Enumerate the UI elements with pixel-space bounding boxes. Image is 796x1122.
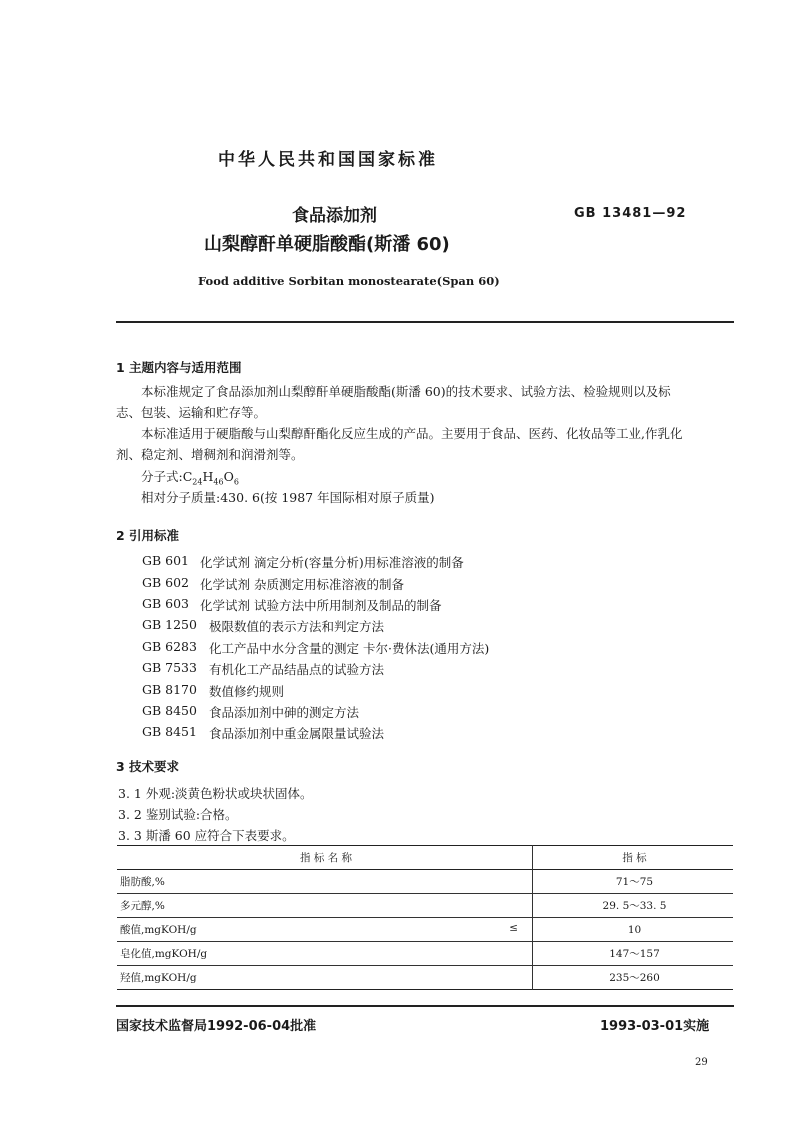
table-cell-name [117, 894, 533, 918]
section1-para2-line1: 本标准适用于硬脂酸与山梨醇酐酯化反应生成的产品。主要用于食品、医药、化妆品等工业,作乳化 [141, 426, 683, 441]
standard-title-line2: 山梨醇酐单硬脂酸酯(斯潘 60) [204, 234, 450, 255]
footer-divider [116, 1005, 734, 1007]
formula-h: H [202, 469, 214, 484]
ref-name: 食品添加剂中重金属限量试验法 [209, 726, 385, 741]
section2-heading: 2 引用标准 [116, 528, 180, 543]
formula-o: O [223, 469, 234, 484]
table-cell-name [117, 870, 533, 894]
requirement-item: 3. 1 外观:淡黄色粉状或块状固体。 [118, 786, 313, 801]
table-cell-value: 235～260 [609, 972, 660, 984]
approval-note: 国家技术监督局1992-06-04批准 [116, 1019, 317, 1034]
ref-name: 有机化工产品结晶点的试验方法 [209, 662, 385, 677]
ref-name: 化学试剂 滴定分析(容量分析)用标准溶液的制备 [200, 555, 464, 570]
ref-code: GB 8170 [142, 682, 197, 697]
comparison-symbol: ≤ [509, 922, 518, 934]
formula-label: 分子式: [141, 469, 183, 484]
indicator-name: 多元醇,% [120, 900, 165, 912]
section1-para2-line2: 剂、稳定剂、增稠剂和润滑剂等。 [116, 447, 304, 462]
page-number: 29 [695, 1057, 708, 1068]
formula-c: C [182, 469, 193, 484]
table-cell-name [117, 918, 533, 942]
header-divider [116, 321, 734, 323]
table-row [117, 918, 733, 942]
specification-table [117, 845, 733, 990]
ref-code: GB 602 [142, 575, 190, 590]
ref-name: 食品添加剂中砷的测定方法 [209, 705, 360, 720]
formula-c-sub: 24 [192, 477, 203, 487]
header-indicator-name: 指 标 名 称 [117, 846, 533, 870]
indicator-name: 皂化值,mgKOH/g [120, 948, 208, 960]
english-title: Food additive Sorbitan monostearate(Span 60) [198, 274, 500, 288]
table-row [117, 894, 733, 918]
ref-code: GB 6283 [142, 639, 197, 654]
section1-para1-line2: 志、包装、运输和贮存等。 [116, 405, 267, 420]
table-cell-name [117, 966, 533, 990]
table-header-row [117, 846, 733, 870]
table-cell-name [117, 942, 533, 966]
section1-para1-line1: 本标准规定了食品添加剂山梨醇酐单硬脂酸酯(斯潘 60)的技术要求、试验方法、检验规则以及标 [141, 384, 671, 399]
ref-code: GB 1250 [142, 617, 197, 632]
ref-name: 化学试剂 杂质测定用标准溶液的制备 [200, 577, 404, 592]
ref-code: GB 7533 [142, 660, 197, 675]
table-cell-value: 147～157 [609, 948, 660, 960]
table-row [117, 870, 733, 894]
table-cell-value: 71～75 [615, 876, 654, 888]
requirement-item: 3. 3 斯潘 60 应符合下表要求。 [118, 828, 295, 843]
indicator-name: 羟值,mgKOH/g [120, 972, 197, 984]
formula-o-sub: 6 [233, 477, 239, 487]
requirement-item: 3. 2 鉴别试验:合格。 [118, 807, 238, 822]
standard-code: GB 13481—92 [574, 206, 687, 221]
indicator-name: 脂肪酸,% [120, 876, 165, 888]
ref-name: 化工产品中水分含量的测定 卡尔·费休法(通用方法) [209, 641, 490, 656]
section3-heading: 3 技术要求 [116, 759, 180, 774]
ref-name: 化学试剂 试验方法中所用制剂及制品的制备 [200, 598, 442, 613]
relative-molecular-mass: 相对分子质量:430. 6(按 1987 年国际相对原子质量) [141, 490, 435, 505]
ref-code: GB 8450 [142, 703, 197, 718]
ref-name: 数值修约规则 [209, 684, 285, 699]
ref-code: GB 8451 [142, 724, 197, 739]
ref-code: GB 601 [142, 553, 190, 568]
implementation-date: 1993-03-01实施 [600, 1019, 710, 1034]
section1-heading: 1 主题内容与适用范围 [116, 360, 242, 375]
national-standard-title: 中华人民共和国国家标准 [218, 150, 438, 170]
indicator-name: 酸值,mgKOH/g [120, 924, 197, 936]
formula-h-sub: 46 [213, 477, 224, 487]
standard-title-line1: 食品添加剂 [292, 206, 377, 226]
ref-code: GB 603 [142, 596, 190, 611]
table-cell-value: 10 [627, 923, 642, 936]
table-cell-value: 29. 5～33. 5 [602, 900, 667, 912]
header-indicator-value: 指 标 [622, 852, 647, 864]
table-row [117, 942, 733, 966]
ref-name: 极限数值的表示方法和判定方法 [209, 619, 385, 634]
table-row [117, 966, 733, 990]
